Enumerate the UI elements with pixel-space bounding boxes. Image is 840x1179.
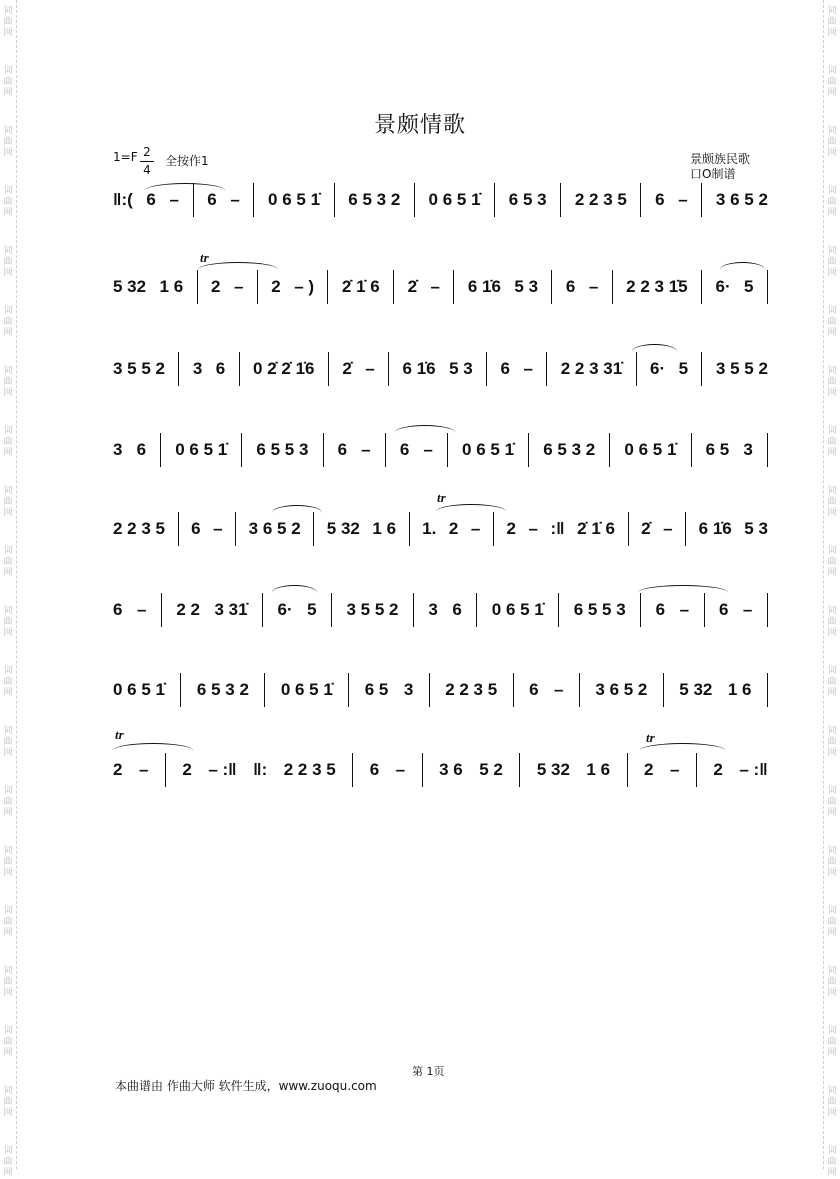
side-watermark-mark: 词 曲 网 [3,486,13,518]
barline [327,270,328,304]
barline [413,593,414,627]
barline [253,183,254,217]
score-line [113,175,768,225]
side-watermark-mark: 词 曲 网 [3,606,13,638]
note-group: 3 [428,600,438,619]
note-group: 1 6 [159,277,184,296]
barline [235,512,236,546]
side-watermark-mark: 词 曲 网 [827,306,837,338]
barline [560,183,561,217]
side-watermark-mark: 词 曲 网 [3,6,13,38]
barline [628,512,629,546]
note-group: 2 [713,760,723,779]
note-group: – [742,600,753,619]
barline [519,753,520,787]
note-group: 2̇ 1̇ 6 [577,519,615,538]
barline [160,433,161,467]
note-group: 2 [113,760,123,779]
note-group: 5 32 [536,760,570,779]
side-watermark-mark: 词 曲 网 [827,666,837,698]
side-watermark-mark: 词 曲 网 [827,846,837,878]
side-watermark-mark: 词 曲 网 [827,1026,837,1058]
note-group: – :‖ [208,760,237,779]
barline [331,593,332,627]
side-watermark-mark: 词 曲 网 [3,366,13,398]
side-watermark-mark: 词 曲 网 [3,426,13,458]
note-group: 6 5 [705,440,730,459]
barline [328,352,329,386]
note-group: 6 [718,600,729,619]
barline [513,673,514,707]
note-group: 1 6 [727,680,752,699]
note-group: 6 1̇6 [467,277,501,296]
slur-arc [272,505,322,520]
barline [409,512,410,546]
side-watermark-mark: 词 曲 网 [827,426,837,458]
note-group: – [663,519,673,538]
note-group: 0 6 5 1̇ [175,440,228,459]
barline [558,593,559,627]
trill-mark: tr [115,727,124,742]
note-group: 5 3 [514,277,539,296]
side-watermark-mark: 词 曲 网 [3,966,13,998]
side-watermark-mark: 词 曲 网 [3,786,13,818]
barline [767,270,768,304]
barline [551,270,552,304]
note-group: 0 6 5 1̇ [491,600,544,619]
barline [663,673,664,707]
side-watermark-mark: 词 曲 网 [827,486,837,518]
note-group: 6 5 5 3 [573,600,626,619]
note-group: 2̇ 1̇ 6 [341,277,380,296]
side-watermark-mark: 词 曲 网 [827,1146,837,1178]
side-watermark-mark: 词 曲 网 [3,246,13,278]
note-group: 1 6 [372,519,397,538]
side-watermark-mark: 词 曲 网 [827,726,837,758]
slur-arc [272,585,317,600]
note-group: 0 2̇ 2̇ 1̇6 [253,359,315,378]
note-group: 5 3 [449,359,473,378]
note-group: – [588,277,599,296]
barline [385,433,386,467]
note-group: 2 [271,277,281,296]
note-group: – :‖ [739,760,768,779]
barline [239,352,240,386]
side-watermark-mark: 词 曲 网 [3,666,13,698]
barline [178,352,179,386]
note-group: 6· [277,600,293,619]
note-group: – [138,760,149,779]
note-group: 5 3 [744,519,768,538]
note-group: 3 6 5 2 [248,519,301,538]
note-group: 6 5 3 2 [196,680,249,699]
barline [352,753,353,787]
side-watermark-mark: 词 曲 网 [827,606,837,638]
side-watermark-mark: 词 曲 网 [3,546,13,578]
time-signature-top: 2 [140,144,154,162]
barline [685,512,686,546]
note-group: – [430,277,440,296]
note-group: – [554,680,564,699]
slur-arc [638,585,728,600]
barline [414,183,415,217]
side-watermark-mark: 词 曲 网 [827,66,837,98]
note-group: 2 [211,277,221,296]
note-group: 6 [215,359,226,378]
barline [180,673,181,707]
note-group: 5 [744,277,754,296]
note-group: 5 [678,359,689,378]
barline [701,183,702,217]
note-group: 6· [715,277,731,296]
slur-arc [720,262,765,277]
side-watermark-mark: 词 曲 网 [827,6,837,38]
note-group: 6 [191,519,201,538]
note-group: 5 32 [326,519,360,538]
note-group: 1 6 [586,760,611,779]
note-group: 3 6 5 2 [715,190,768,209]
note-group: 3 5 5 2 [346,600,399,619]
performance-note: 全按作1 [165,154,209,168]
trill-mark: tr [646,730,655,745]
barline [528,433,529,467]
barline [701,352,702,386]
arranger-label: 口O制谱 [690,167,736,181]
note-group: 2 2 3 1̇5 [626,277,688,296]
note-group: – [679,600,690,619]
note-group: 3 [192,359,203,378]
side-watermark-mark: 词 曲 网 [3,1026,13,1058]
note-group: 2 [182,760,192,779]
note-group: 6 [452,600,462,619]
note-group: 0 6 5 1̇ [428,190,481,209]
note-group: 0 6 5 1̇ [462,440,515,459]
note-group: 6 [565,277,576,296]
note-group: – [136,600,147,619]
side-watermark-mark: 词 曲 网 [827,546,837,578]
barline [612,270,613,304]
note-group: 3 31̇ [214,600,248,619]
side-watermark-mark: 词 曲 网 [827,786,837,818]
slur-arc [145,183,225,198]
side-watermark-mark: 词 曲 网 [3,186,13,218]
barline [486,352,487,386]
barline [627,753,628,787]
note-group: 6 [399,440,410,459]
note-group: – [230,190,240,209]
note-group: – [395,760,406,779]
barline [348,673,349,707]
barline [579,673,580,707]
barline [609,433,610,467]
note-group: 6 [500,359,511,378]
genre-label: 景颇族民歌 [690,152,751,166]
note-group: ‖:( [113,190,133,209]
note-group: 6 [655,190,665,209]
barline [241,433,242,467]
note-group: – [669,760,680,779]
note-group: ‖: [253,760,268,779]
note-group: 3 6 5 2 [595,680,648,699]
barline [422,753,423,787]
barline [165,753,166,787]
note-group: 2̇ [342,359,352,378]
note-group: 6 5 5 3 [256,440,309,459]
slur-arc [198,262,278,277]
note-group: 6 5 [364,680,389,699]
barline [767,433,768,467]
note-group: 2̇ [407,277,418,296]
slur-arc [395,425,455,440]
note-group: – [423,440,433,459]
side-watermark-mark: 词 曲 网 [3,1086,13,1118]
barline [429,673,430,707]
note-group: 6 5 3 2 [543,440,596,459]
note-group: :‖ [550,519,565,538]
score-line [113,665,768,715]
side-watermark-mark: 词 曲 网 [827,1086,837,1118]
note-group: 0 6 5 1̇ [113,680,165,699]
note-group: 3 [403,680,414,699]
note-group: 2̇ [641,519,651,538]
note-group: 0 6 5 1̇ [624,440,677,459]
barline [453,270,454,304]
note-group: 5 [307,600,317,619]
barline [546,352,547,386]
note-group: 6 [529,680,539,699]
barline [701,270,702,304]
note-group: 2 [506,519,516,538]
barline [393,270,394,304]
barline [264,673,265,707]
side-watermark-mark: 词 曲 网 [3,726,13,758]
trill-mark: tr [200,250,209,265]
side-watermark-mark: 词 曲 网 [827,966,837,998]
note-group: 6 [113,600,123,619]
note-group: 3 5 5 2 [715,359,768,378]
side-watermark-mark: 词 曲 网 [827,906,837,938]
note-group: 2 [644,760,654,779]
barline [494,183,495,217]
note-group: 2 2 3 5 [113,519,165,538]
barline [640,183,641,217]
note-group: 6 [207,190,217,209]
note-group: – [169,190,179,209]
time-signature-bottom: 4 [143,163,151,177]
note-group: 6 1̇6 [402,359,436,378]
barline [323,433,324,467]
slur-arc [436,504,506,519]
note-group: 6 [136,440,147,459]
note-group: – ) [294,277,315,296]
note-group: 6 5 3 2 [348,190,401,209]
barline [161,593,162,627]
side-watermark-mark: 词 曲 网 [827,246,837,278]
note-group: 3 6 [439,760,463,779]
note-group: 0 6 5 1̇ [268,190,321,209]
barline [696,753,697,787]
side-watermark-mark: 词 曲 网 [3,1146,13,1178]
page-number: 第 1页 [412,1065,445,1078]
note-group: – [233,277,244,296]
note-group: 6 5 3 [508,190,547,209]
note-group: 2 2 3 5 [445,680,498,699]
note-group: 2 2 3 31̇ [560,359,623,378]
side-watermark-mark: 词 曲 网 [827,366,837,398]
side-watermark-mark: 词 曲 网 [3,126,13,158]
note-group: 5 32 [113,277,147,296]
note-group: – [470,519,481,538]
barline [691,433,692,467]
side-watermark-mark: 词 曲 网 [3,306,13,338]
footer-credit: 本曲谱由 作曲大师 软件生成，www.zuoqu.com [115,1079,377,1093]
note-group: 2 [448,519,459,538]
barline [767,593,768,627]
side-watermark-mark: 词 曲 网 [3,906,13,938]
note-group: – [523,359,533,378]
side-watermark-mark: 词 曲 网 [3,846,13,878]
note-group: 1. [422,519,437,538]
note-group: 3 [113,440,123,459]
barline [334,183,335,217]
note-group: – [213,519,223,538]
note-group: 2 2 3 5 [574,190,627,209]
note-group: 3 5 5 2 [113,359,165,378]
barline [476,593,477,627]
score-title: 景颇情歌 [373,113,466,138]
note-group: 6 [146,190,156,209]
barline [178,512,179,546]
note-group: – [365,359,375,378]
slur-arc [113,743,193,758]
barline [767,673,768,707]
slur-arc [632,344,677,359]
note-group: 2 2 3 5 [283,760,336,779]
side-watermark-mark: 词 曲 网 [827,186,837,218]
note-group: 6 1̇6 [698,519,732,538]
trill-mark: tr [437,490,446,505]
barline [262,593,263,627]
side-watermark-mark: 词 曲 网 [827,126,837,158]
note-group: – [678,190,688,209]
side-watermark-mark: 词 曲 网 [3,66,13,98]
note-group: 6· [650,359,666,378]
barline [388,352,389,386]
note-group: 5 2 [479,760,503,779]
note-group: 3 [743,440,753,459]
note-group: 5 32 [679,680,713,699]
note-group: – [528,519,538,538]
note-group: 6 [337,440,348,459]
note-group: 6 [655,600,666,619]
note-group: 6 [369,760,380,779]
key-signature: 1=F [113,150,138,164]
note-group: – [361,440,371,459]
note-group: 2 2 [176,600,200,619]
note-group: 0 6 5 1̇ [280,680,333,699]
